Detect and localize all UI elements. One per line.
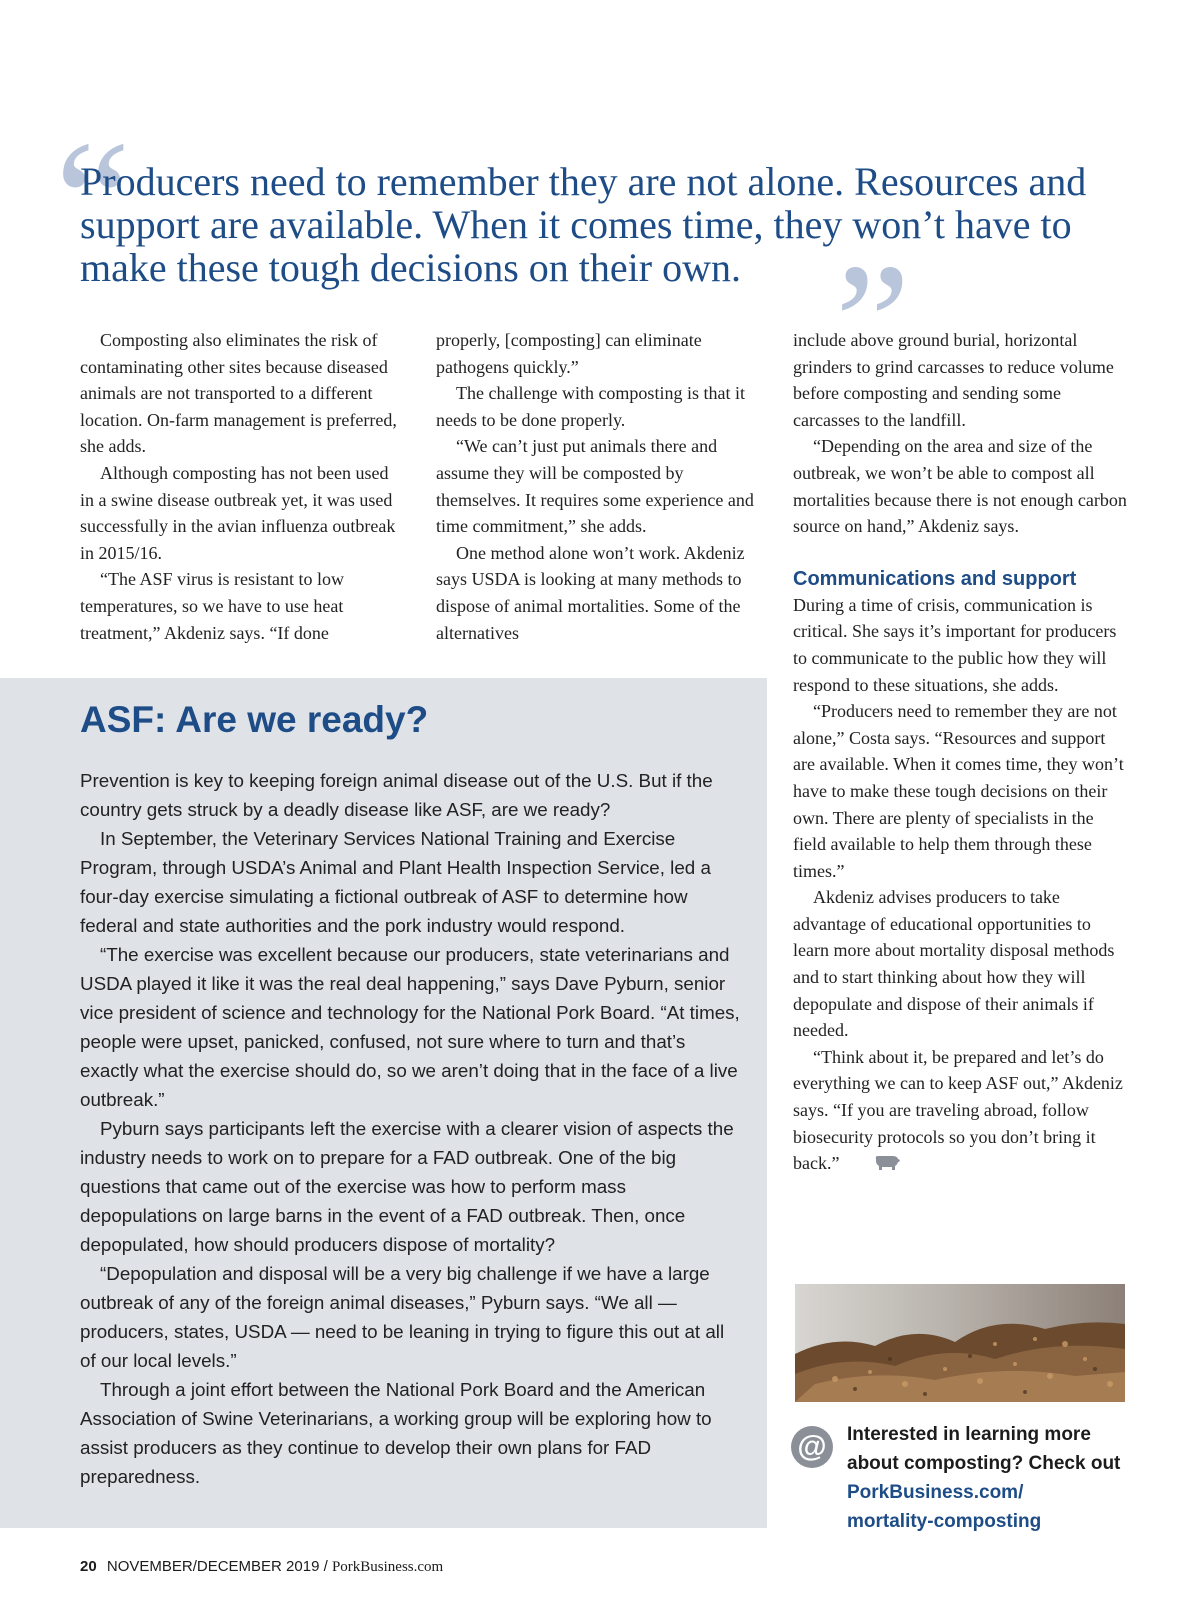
paragraph: Akdeniz advises producers to take advantage of educational opportunities to learn more about mortality disposal methods and to start thinking about how they will depopulate and dispose of their animals if needed. [793,887,1115,1041]
open-quote-mark: “ [55,106,131,294]
cta-link-line-1[interactable]: PorkBusiness.com/ [847,1482,1024,1503]
paragraph: Prevention is key to keeping foreign animal disease out of the U.S. But if the country gets struck by a deadly disease like ASF, are we ready? [80,770,713,820]
compost-photo [795,1284,1125,1402]
section-subhead: Communications and support [793,567,1077,590]
paragraph: “Producers need to remember they are not alone,” Costa says. “Resources and support are available. When it comes time, they won’t have to make these tough decisions on their own. There are plenty of specialists in the field available to help them through these times.” [793,701,1124,881]
paragraph: properly, [composting] can eliminate pathogens quickly.” [436,330,702,377]
paragraph [793,1044,1128,1179]
at-sign-icon [790,1425,834,1469]
article-column-3 [793,327,1128,1178]
paragraph: “We can’t just put animals there and assume they will be composted by themselves. It requires some experience and time commitment,” she adds. [436,436,754,537]
paragraph: Pyburn says participants left the exercise with a clearer vision of aspects the industry needs to work on to prepare for a FAD outbreak. One of the big questions that came out of the exercise was how to perform mass depopulations on large barns in the event of a FAD outbreak. Then, once depopulated, how should producers dispose of mortality? [80,1118,734,1255]
sidebar-body [80,766,740,1491]
paragraph: In September, the Veterinary Services National Training and Exercise Program, through USDA’s Animal and Plant Health Inspection Service, led a four-day exercise simulating a fictional outbreak of ASF to determine how federal and state authorities and the pork industry would respond. [80,828,711,936]
paragraph: Through a joint effort between the National Pork Board and the American Association of Swine Veterinarians, a working group will be exploring how to assist producers as they continue to develop their own plans for FAD preparedness. [80,1379,712,1487]
page-number: 20 [80,1558,97,1575]
issue-date: NOVEMBER/DECEMBER 2019 / [106,1558,328,1575]
paragraph: During a time of crisis, communication is critical. She says it’s important for producers to communicate to the public how they will respond to these situations, she adds. [793,594,1117,695]
article-column-1 [80,327,398,646]
closing-paragraph-text: “Think about it, be prepared and let’s do everything we can to keep ASF out,” Akdeniz says. “If you are traveling abroad, follow biosecurity protocols so you don’t bring it back.” [793,1046,1123,1174]
close-quote-mark: ” [835,229,911,417]
paragraph: include above ground burial, horizontal grinders to grind carcasses to reduce volume before composting and sending some carcasses to the landfill. [793,330,1114,430]
paragraph: The challenge with composting is that it needs to be done properly. [436,383,745,430]
pull-quote: Producers need to remember they are not alone. Resources and support are available. When it comes time, they won’t have to make these tough decisions on their own. [80,159,1087,290]
call-to-action [847,1420,1137,1536]
cta-link-line-2[interactable]: mortality-composting [847,1511,1042,1532]
paragraph: Although composting has not been used in a swine disease outbreak yet, it was used successfully in the avian influenza outbreak in 2015/16. [80,462,396,563]
sidebar-title: ASF: Are we ready? [80,699,429,740]
svg-text:@: @ [797,1430,827,1463]
paragraph: One method alone won’t work. Akdeniz says USDA is looking at many methods to dispose of animal mortalities. Some of the alternatives [436,542,745,643]
pig-end-mark-icon [853,1152,901,1179]
article-column-2 [436,327,766,646]
paragraph: “The exercise was excellent because our producers, state veterinarians and USDA played it like it was the real deal happening,” says Dave Pyburn, senior vice president of science and technology for the National Pork Board. “At times, people were upset, panicked, confused, not sure where to turn and that’s exactly what the exercise should do, so we aren’t doing that in the face of a live outbreak.” [80,944,740,1110]
paragraph: “Depopulation and disposal will be a very big challenge if we have a large outbreak of any of the foreign animal diseases,” Pyburn says. “We all — producers, states, USDA — need to be leaning in trying to figure this out at all of our local levels.” [80,1263,725,1371]
cta-text: Interested in learning more about composting? Check out [847,1424,1121,1474]
site-name: PorkBusiness.com [331,1559,444,1575]
paragraph: “Depending on the area and size of the outbreak, we won’t be able to compost all mortalities because there is not enough carbon source on hand,” Akdeniz says. [793,436,1127,537]
paragraph: “The ASF virus is resistant to low temperatures, so we have to use heat treatment,” Akdeniz says. “If done [80,569,344,643]
paragraph: Composting also eliminates the risk of contaminating other sites because diseased animals are not transported to a different location. On-farm management is preferred, she adds. [80,330,397,457]
page-footer [80,1558,443,1576]
